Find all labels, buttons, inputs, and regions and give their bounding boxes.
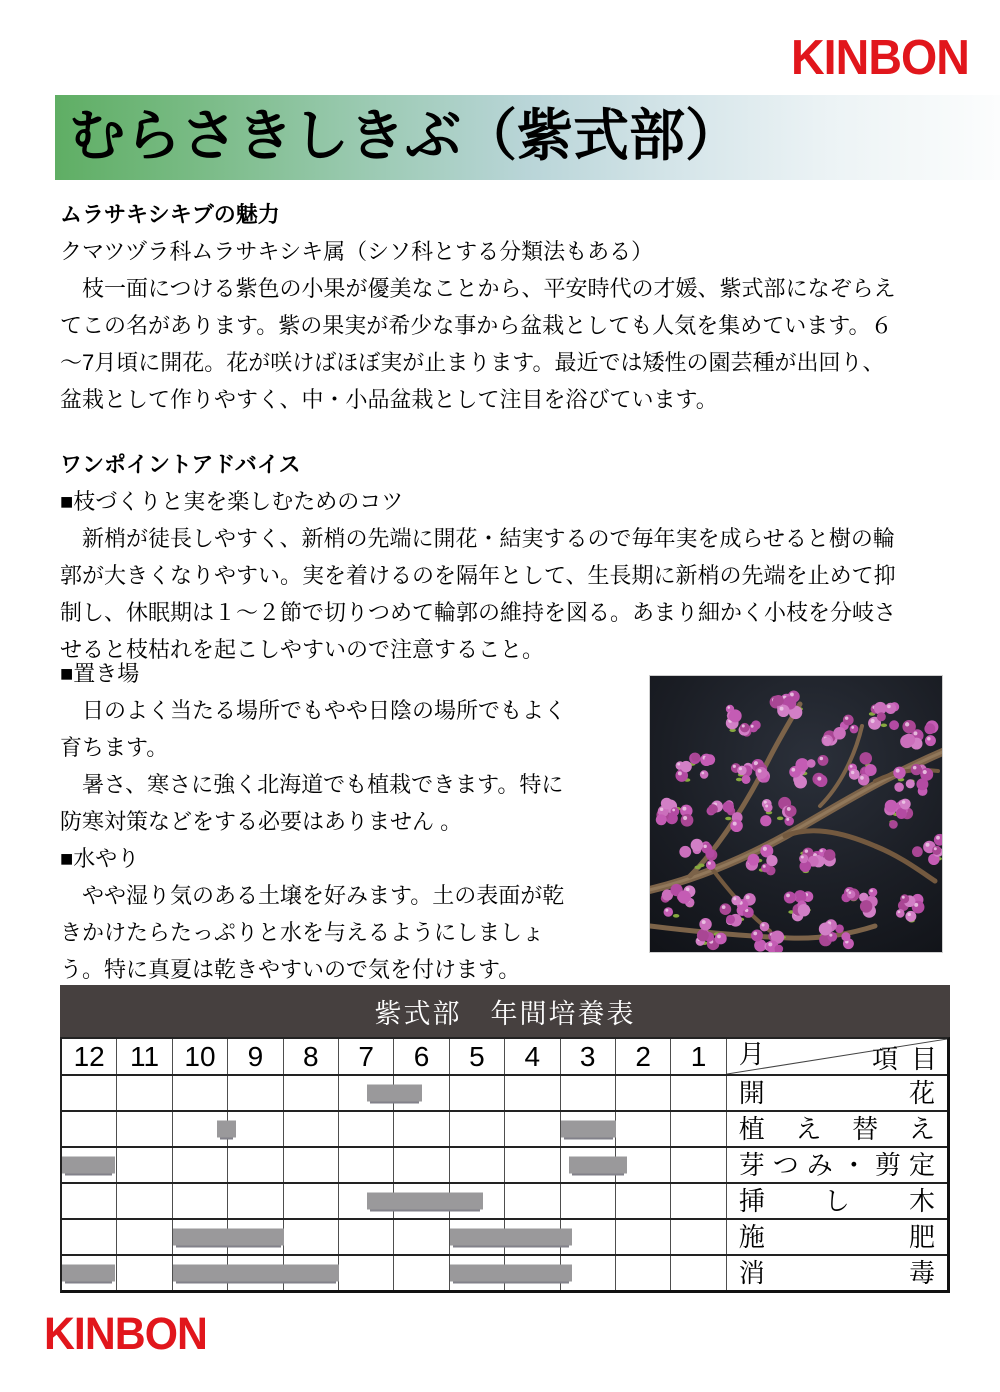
- month-label: 6: [394, 1039, 449, 1074]
- text-line: 暑さ、寒さに強く北海道でも植栽できます。特に: [60, 772, 564, 797]
- text-line: 防寒対策などをする必要はありません 。: [60, 809, 463, 834]
- month-label: 11: [117, 1039, 172, 1074]
- text-line: 育ちます。: [60, 735, 169, 760]
- table-row: [62, 1112, 947, 1148]
- kinbon-logo-top: KINBON: [791, 31, 969, 85]
- text-line: きかけたらたっぷりと水を与えるようにしましょ: [60, 920, 545, 945]
- month-label: 2: [616, 1039, 671, 1074]
- table-title-bar: [60, 985, 950, 1037]
- month-label: 8: [284, 1039, 339, 1074]
- text-line: せると枝枯れを起こしやすいので注意すること。: [60, 637, 545, 662]
- month-label: 10: [173, 1039, 228, 1074]
- month-label: 1: [671, 1039, 726, 1074]
- cultivation-table: [60, 985, 950, 1293]
- kinbon-logo-bottom: KINBON: [44, 1308, 207, 1359]
- section-heading: ムラサキシキブの魅力: [60, 202, 280, 227]
- text-line: 〜7月頃に開花。花が咲けばほぼ実が止まります。最近では矮性の園芸種が出回り、: [60, 350, 885, 375]
- activity-bar: [450, 1265, 572, 1282]
- row-month-area: [62, 1184, 727, 1218]
- activity-bar: [450, 1229, 572, 1246]
- section-advice: [60, 446, 948, 668]
- row-label: 挿し木: [738, 1186, 935, 1216]
- row-label: 消毒: [738, 1258, 935, 1288]
- table-row: [62, 1184, 947, 1220]
- row-label: 施肥: [738, 1222, 935, 1252]
- text-line: 日のよく当たる場所でもやや日陰の場所でもよく: [60, 698, 567, 723]
- table-row: [62, 1148, 947, 1184]
- row-month-area: [62, 1148, 727, 1182]
- row-month-area: [62, 1112, 727, 1146]
- month-label: 5: [450, 1039, 505, 1074]
- activity-bar: [569, 1157, 627, 1174]
- section-heading: ワンポイントアドバイス: [60, 452, 301, 477]
- corner-month-label: 月: [738, 1039, 765, 1069]
- advice-subheading: ■枝づくりと実を楽しむためのコツ: [60, 489, 404, 514]
- table-grid: [60, 1037, 950, 1293]
- section-miryoku: [60, 196, 948, 418]
- month-label: 7: [339, 1039, 394, 1074]
- row-month-area: [62, 1076, 727, 1110]
- text-line: 新梢が徒長しやすく、新梢の先端に開花・結実するので毎年実を成らせると樹の輪: [60, 526, 895, 551]
- page-title: むらさきしきぶ（紫式部）: [69, 106, 741, 168]
- table-row: [62, 1220, 947, 1256]
- row-month-area: [62, 1220, 727, 1254]
- section-heading: ■置き場: [60, 661, 140, 686]
- section-heading: ■水やり: [60, 846, 140, 871]
- text-line: 枝一面につける紫色の小果が優美なことから、平安時代の才媛、紫式部になぞらえ: [60, 276, 896, 301]
- row-month-area: [62, 1256, 727, 1290]
- section-subline: クマツヅラ科ムラサキシキ属（シソ科とする分類法もある）: [60, 239, 654, 264]
- month-label: 3: [561, 1039, 616, 1074]
- activity-bar: [217, 1121, 236, 1138]
- plant-photo: [649, 675, 943, 953]
- activity-bar: [173, 1265, 339, 1282]
- row-label: 芽つみ・剪定: [738, 1150, 935, 1180]
- text-line: てこの名があります。紫の果実が希少な事から盆栽としても人気を集めています。６: [60, 313, 893, 338]
- month-label: 12: [62, 1039, 117, 1074]
- month-label: 4: [505, 1039, 560, 1074]
- text-line: 制し、休眠期は１〜２節で切りつめて輪郭の維持を図る。あまり細かく小枝を分岐さ: [60, 600, 897, 625]
- table-title: 紫式部 年間培養表: [374, 998, 636, 1029]
- activity-bar: [173, 1229, 284, 1246]
- text-line: う。特に真夏は乾きやすいので気を付けます。: [60, 957, 521, 982]
- row-label: 開花: [738, 1078, 935, 1108]
- activity-bar: [62, 1157, 115, 1174]
- text-line: やや湿り気のある土壌を好みます。土の表面が乾: [60, 883, 565, 908]
- corner-item-label: 項目: [871, 1044, 950, 1074]
- beautyberry-photo-illustration: [650, 676, 942, 952]
- table-row: [62, 1256, 947, 1290]
- text-line: 郭が大きくなりやすい。実を着けるのを隔年として、生長期に新梢の先端を止めて抑: [60, 563, 896, 588]
- row-label: 植え替え: [738, 1114, 935, 1144]
- title-banner: [55, 95, 1000, 180]
- text-line: 盆栽として作りやすく、中・小品盆栽として注目を浴びています。: [60, 387, 718, 412]
- corner-cell: [727, 1039, 950, 1074]
- activity-bar: [367, 1085, 422, 1102]
- activity-bar: [561, 1121, 616, 1138]
- table-row: [62, 1076, 947, 1112]
- month-label: 9: [228, 1039, 283, 1074]
- table-header-row: [62, 1039, 950, 1076]
- activity-bar: [62, 1265, 115, 1282]
- activity-bar: [367, 1193, 483, 1210]
